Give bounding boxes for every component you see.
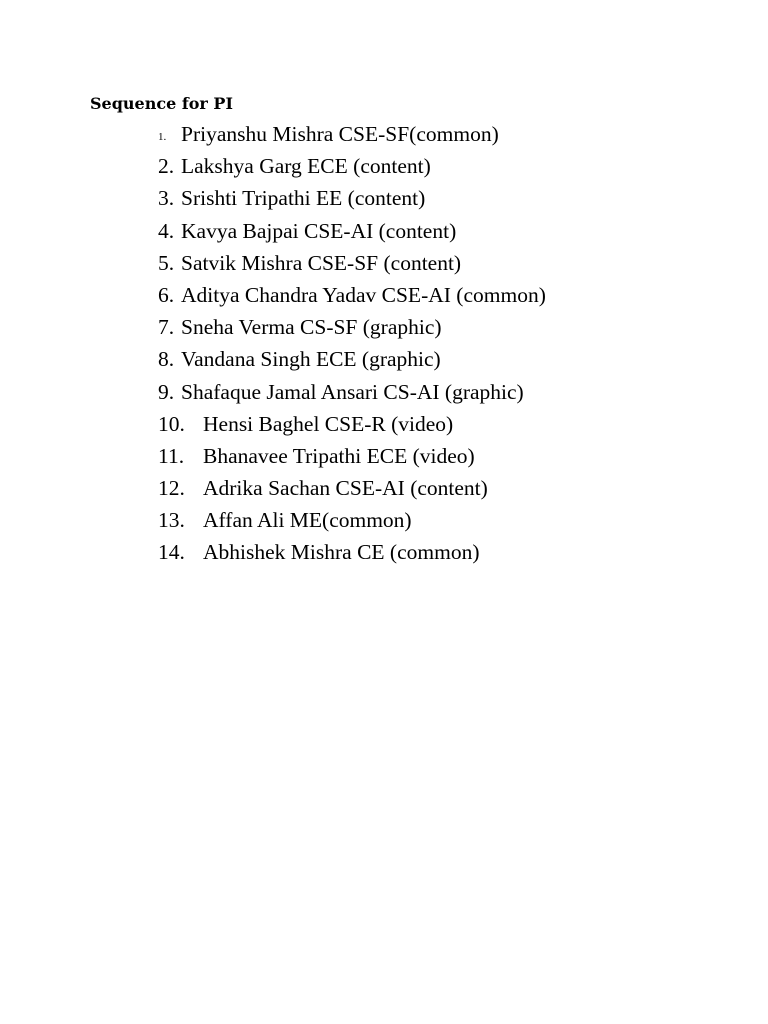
sequence-list bbox=[0, 118, 700, 569]
list-item bbox=[0, 440, 700, 472]
list-item-text: Shafaque Jamal Ansari CS-AI (graphic) bbox=[181, 379, 524, 404]
list-item bbox=[0, 504, 700, 536]
list-item-number: 5. bbox=[158, 250, 175, 275]
list-item-text: Hensi Baghel CSE-R (video) bbox=[203, 411, 454, 436]
list-item bbox=[0, 376, 700, 408]
list-item-text: Lakshya Garg ECE (content) bbox=[181, 154, 431, 179]
list-item-text: Vandana Singh ECE (graphic) bbox=[181, 347, 441, 372]
document-heading: Sequence for PI bbox=[90, 94, 233, 113]
list-item bbox=[0, 279, 700, 311]
list-item-text: Bhanavee Tripathi ECE (video) bbox=[203, 443, 475, 468]
list-item-number: 7. bbox=[158, 315, 175, 340]
list-item bbox=[0, 343, 700, 375]
list-item bbox=[0, 118, 700, 150]
list-item-number: 11. bbox=[158, 443, 185, 468]
list-item-text: Kavya Bajpai CSE-AI (content) bbox=[181, 218, 457, 243]
list-item-text: Adrika Sachan CSE-AI (content) bbox=[203, 476, 488, 501]
list-item-number: 13. bbox=[158, 508, 185, 533]
list-item-number: 1. bbox=[158, 131, 167, 143]
list-item bbox=[0, 408, 700, 440]
list-item-text: Priyanshu Mishra CSE-SF(common) bbox=[181, 122, 499, 146]
list-item-number: 6. bbox=[158, 282, 175, 307]
list-item bbox=[0, 182, 700, 214]
list-item-text: Satvik Mishra CSE-SF (content) bbox=[181, 250, 462, 275]
list-item-number: 9. bbox=[158, 379, 175, 404]
list-item-text: Sneha Verma CS-SF (graphic) bbox=[181, 315, 442, 340]
list-item-number: 3. bbox=[158, 186, 175, 211]
list-item bbox=[0, 247, 700, 279]
list-item-number: 2. bbox=[158, 154, 175, 179]
list-item-number: 10. bbox=[158, 411, 185, 436]
list-item bbox=[0, 472, 700, 504]
list-item-text: Aditya Chandra Yadav CSE-AI (common) bbox=[181, 282, 546, 307]
list-item-text: Affan Ali ME(common) bbox=[203, 508, 412, 533]
list-item-text: Abhishek Mishra CE (common) bbox=[203, 540, 480, 565]
list-item-number: 8. bbox=[158, 347, 175, 372]
list-item bbox=[0, 311, 700, 343]
list-item bbox=[0, 536, 700, 568]
list-item bbox=[0, 215, 700, 247]
list-item bbox=[0, 150, 700, 182]
list-item-number: 12. bbox=[158, 476, 185, 501]
list-item-text: Srishti Tripathi EE (content) bbox=[181, 186, 426, 211]
list-item-number: 14. bbox=[158, 540, 185, 565]
list-item-number: 4. bbox=[158, 218, 175, 243]
